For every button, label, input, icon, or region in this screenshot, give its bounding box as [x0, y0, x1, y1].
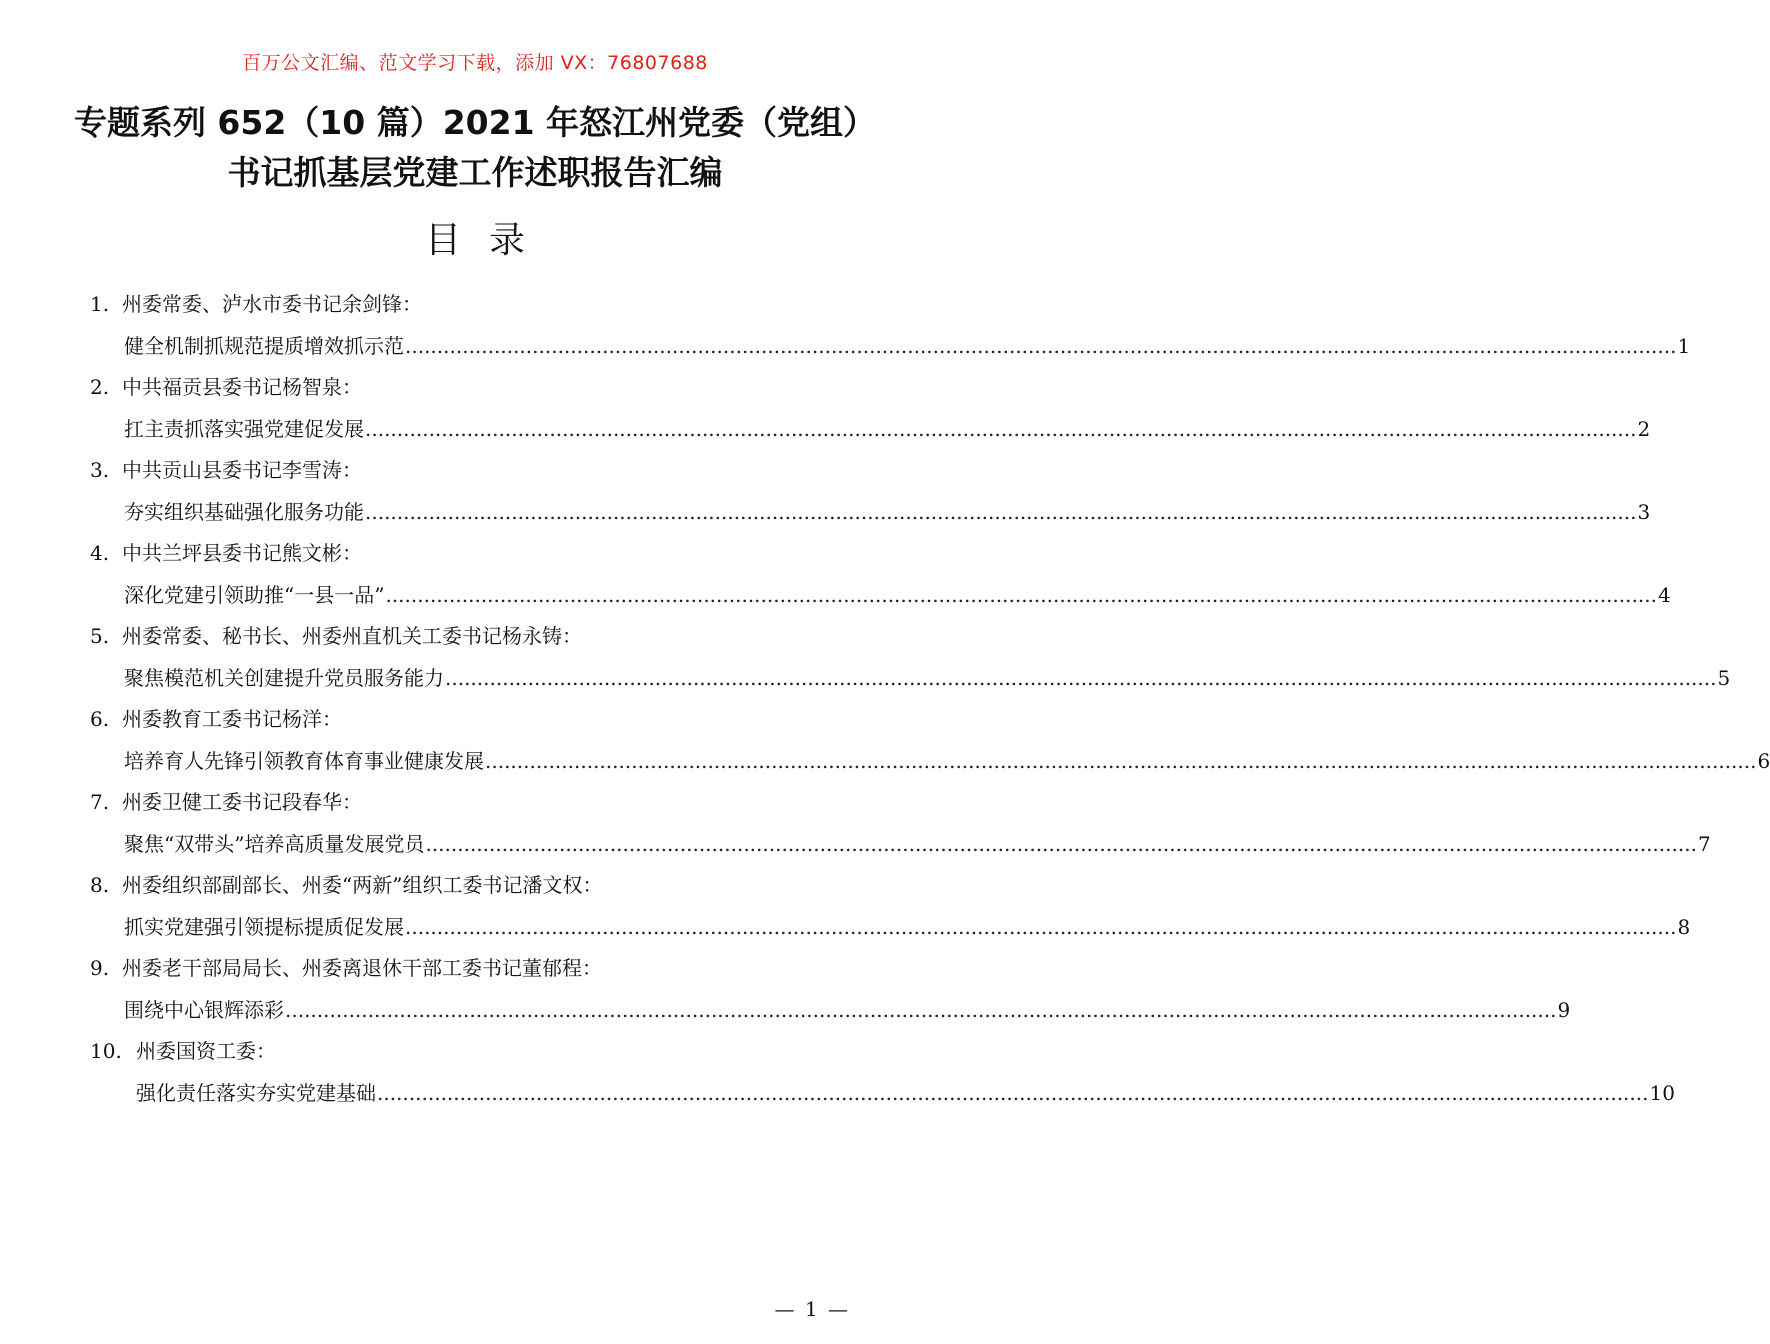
toc-entry-author-text: 州委老干部局局长、州委离退休干部工委书记董郁程： — [122, 956, 602, 980]
toc-entry-line[interactable] — [124, 664, 1731, 692]
toc-leader-dots: ........................................................................................................................................................................................................ — [285, 998, 1557, 1022]
toc-entry-page: 10 — [1649, 1081, 1675, 1105]
toc-entry-author-text: 州委组织部副部长、州委“两新”组织工委书记潘文权： — [122, 873, 603, 897]
toc-entry-author — [90, 788, 362, 816]
toc-entry-page: 5 — [1717, 666, 1731, 690]
toc-entry-number: 8. — [90, 873, 110, 897]
toc-entry-author — [90, 539, 362, 567]
toc-entry-line[interactable] — [124, 332, 1691, 360]
toc-entry-line[interactable] — [124, 498, 1651, 526]
toc-entry-author-text: 州委常委、秘书长、州委州直机关工委书记杨永铸： — [122, 624, 582, 648]
toc-leader-dots: ........................................................................................................................................................................................................ — [485, 749, 1757, 773]
toc-entry-page: 8 — [1677, 915, 1691, 939]
toc-entry-topic: 深化党建引领助推“一县一品” — [124, 583, 385, 607]
toc-entry-number: 10. — [90, 1039, 122, 1063]
toc-entry-topic: 抓实党建强引领提标提质促发展 — [124, 915, 404, 939]
toc-entry-number: 1. — [90, 292, 110, 316]
toc-entry-author-text: 州委常委、泸水市委书记余剑锋： — [122, 292, 422, 316]
toc-leader-dots: ........................................................................................................................................................................................................ — [445, 666, 1717, 690]
promo-banner: 百万公文汇编、范文学习下载，添加 VX：76807688 — [242, 52, 708, 74]
toc-leader-dots: ........................................................................................................................................................................................................ — [377, 1081, 1649, 1105]
toc-entry-number: 6. — [90, 707, 110, 731]
toc-entry-author-text: 州委教育工委书记杨洋： — [122, 707, 342, 731]
toc-entry-author-text: 中共兰坪县委书记熊文彬： — [122, 541, 362, 565]
toc-entry-page: 9 — [1557, 998, 1571, 1022]
toc-entry-topic: 培养育人先锋引领教育体育事业健康发展 — [124, 749, 484, 773]
toc-entry-author-text: 中共贡山县委书记李雪涛： — [122, 458, 362, 482]
toc-entry-author — [90, 373, 362, 401]
toc-entry-number: 5. — [90, 624, 110, 648]
toc-entry-author-text: 州委国资工委： — [136, 1039, 276, 1063]
document-title: 专题系列 652（10 篇）2021 年怒江州党委（党组）书记抓基层党建工作述职报告汇编 — [73, 103, 877, 192]
toc-entry-line[interactable] — [136, 1079, 1675, 1107]
toc-entry-number: 2. — [90, 375, 110, 399]
toc-entry-author-text: 中共福贡县委书记杨智泉： — [122, 375, 362, 399]
toc-entry-author — [90, 954, 602, 982]
toc-entry-number: 7. — [90, 790, 110, 814]
toc-entry-page: 1 — [1677, 334, 1691, 358]
toc-entry-line[interactable] — [124, 747, 1770, 775]
toc-entry-page: 3 — [1637, 500, 1651, 524]
toc-entry-line[interactable] — [124, 830, 1711, 858]
toc-entry-line[interactable] — [124, 415, 1651, 443]
toc-entry-author — [90, 622, 582, 650]
toc-entry-author-text: 州委卫健工委书记段春华： — [122, 790, 362, 814]
toc-entry-number: 3. — [90, 458, 110, 482]
toc-entry-number: 4. — [90, 541, 110, 565]
toc-entry-page: 2 — [1637, 417, 1651, 441]
toc-entry-number: 9. — [90, 956, 110, 980]
toc-entry-author — [90, 456, 362, 484]
toc-leader-dots: ........................................................................................................................................................................................................ — [365, 417, 1637, 441]
toc-entry-topic: 聚焦“双带头”培养高质量发展党员 — [124, 832, 425, 856]
toc-entry-author — [90, 290, 422, 318]
toc-entry-topic: 夯实组织基础强化服务功能 — [124, 500, 364, 524]
toc-entry-line[interactable] — [124, 996, 1571, 1024]
toc-entry-author — [90, 705, 342, 733]
toc-entry-line[interactable] — [124, 913, 1691, 941]
toc-leader-dots: ........................................................................................................................................................................................................ — [425, 832, 1697, 856]
toc-entry-topic: 健全机制抓规范提质增效抓示范 — [124, 334, 404, 358]
page-number-footer: — 1 — — [774, 1297, 850, 1321]
toc-entry-page: 6 — [1757, 749, 1770, 773]
toc-leader-dots: ........................................................................................................................................................................................................ — [385, 583, 1657, 607]
toc-leader-dots: ........................................................................................................................................................................................................ — [365, 500, 1637, 524]
toc-entry-page: 4 — [1657, 583, 1671, 607]
toc-leader-dots: ........................................................................................................................................................................................................ — [405, 915, 1677, 939]
toc-entry-topic: 围绕中心银辉添彩 — [124, 998, 284, 1022]
toc-entry-author — [90, 871, 602, 899]
toc-entry-line[interactable] — [124, 581, 1671, 609]
toc-entry-author — [90, 1037, 276, 1065]
toc-entry-topic: 扛主责抓落实强党建促发展 — [124, 417, 364, 441]
toc-entry-topic: 聚焦模范机关创建提升党员服务能力 — [124, 666, 444, 690]
toc-entry-topic: 强化责任落实夯实党建基础 — [136, 1081, 376, 1105]
toc-leader-dots: ........................................................................................................................................................................................................ — [405, 334, 1677, 358]
toc-heading: 目录 — [424, 220, 553, 261]
toc-entry-page: 7 — [1697, 832, 1711, 856]
